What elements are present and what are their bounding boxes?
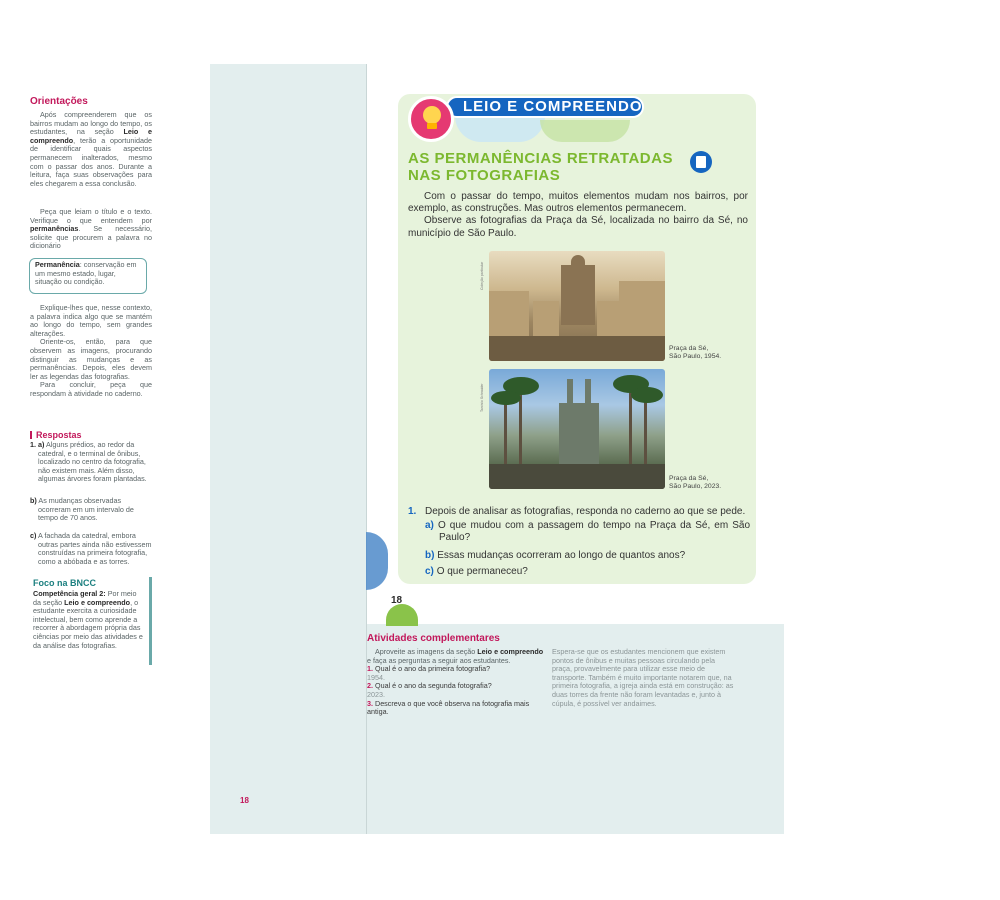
photo-caption-1954: Praça da Sé, São Paulo, 1954. bbox=[669, 345, 722, 360]
orientacoes-paragraph-1: Após compreenderem que os bairros mudam ao longo do tempo, os estudantes, na seção Leio e compreendo, terão a oportunidade de identificar quais aspectos permanecem inalterados, mesmo com o passar dos anos. Durante a leitura, faça suas observações para eles chegarem a essa conclusão. bbox=[30, 110, 152, 188]
resposta-1a: 1. a) Alguns prédios, ao redor da catedral, e o terminal de ônibus, localizado no centro da fotografia, não existem mais. Além disso, algumas árvores foram plantadas. bbox=[30, 440, 147, 484]
bncc-title: Foco na BNCC bbox=[33, 578, 96, 588]
atividades-questions: Aproveite as imagens da seção Leio e compreendo e faça as perguntas a seguir aos estudantes. 1. Qual é o ano da primeira fotografia? 1954. 2. Qual é o ano da segunda fotografia? 2023. 3. Descreva o que você observa na fotografia mais antiga. bbox=[367, 648, 547, 717]
atividade-question-1: 1. Qual é o ano da primeira fotografia? bbox=[367, 664, 491, 674]
sub-question-b: b) Essas mudanças ocorreram ao longo de quantos anos? bbox=[425, 550, 686, 561]
bncc-text: Competência geral 2: Por meio da seção Leio e compreendo, o estudante exercita a curiosidade intelectual, bem como aprende a recorrer à abordagem própria das ciências por meio das atividades e da análise das fotografias. bbox=[33, 589, 143, 650]
photo-caption-2023: Praça da Sé, São Paulo, 2023. bbox=[669, 475, 722, 490]
lightbulb-base-icon bbox=[427, 123, 437, 129]
sub-question-a: a) O que mudou com a passagem do tempo na Praça da Sé, em São Paulo? bbox=[425, 520, 751, 544]
question-number: 1. bbox=[408, 506, 417, 517]
photo-credit: Tarcisio Schnaider bbox=[480, 383, 484, 412]
question-text: Depois de analisar as fotografias, responda no caderno ao que se pede. bbox=[425, 506, 746, 517]
intro-text: Com o passar do tempo, muitos elementos mudam nos bairros, por exemplo, as construções. Mas outros elementos permanecem. Observe as fotografias da Praça da Sé, localizada no bairro da Sé, no município de São Paulo. bbox=[408, 191, 748, 239]
atividade-question-2: 2. Qual é o ano da segunda fotografia? bbox=[367, 681, 492, 691]
teacher-sidebar bbox=[210, 64, 367, 834]
page-number: 18 bbox=[391, 595, 403, 606]
resposta-1c: c) A fachada da catedral, embora outras partes ainda não estivessem construídas na primeira fotografia, como a abóbada e as torres. bbox=[30, 531, 152, 566]
photo-praca-da-se-2023 bbox=[489, 369, 665, 489]
definition-term: Permanência bbox=[35, 260, 80, 269]
decorative-wave bbox=[540, 120, 630, 142]
photo-praca-da-se-1954 bbox=[489, 251, 665, 361]
photo-credit: Coleção particular bbox=[480, 261, 484, 290]
orientacoes-paragraph-3: Explique-lhes que, nesse contexto, a palavra indica algo que se mantém ao longo do tempo, sem grandes alterações. Oriente-os, então, para que observem as imagens, procurando distinguir as mudanças e as permanências. Depois, eles devem ler as legendas das fotografias. Para concluir, peça que respondam à atividade no caderno. bbox=[30, 303, 152, 398]
orientacoes-title: Orientações bbox=[30, 96, 88, 107]
atividade-answer-3: Espera-se que os estudantes mencionem que existem pontos de ônibus e muitas pessoas circulando pela praça, provavelmente para utilizar esse meio de transporte. Também é muito importante notarem que, na primeira fotografia, a igreja ainda está em construção: as duas torres da frente não foram levantadas e, junto à cúpula, é possível ver andaimes. bbox=[552, 647, 734, 708]
orientacoes-paragraph-2: Peça que leiam o título e o texto. Verifique o que entendem por permanências. Se necessário, solicite que procurem a palavra no dicionário bbox=[30, 207, 152, 251]
atividade-answer-2: 2023. bbox=[367, 689, 385, 699]
atividade-answer-1: 1954. bbox=[367, 672, 385, 682]
page-number-left: 18 bbox=[240, 796, 249, 805]
atividade-question-3: 3. Descreva o que você observa na fotografia mais antiga. bbox=[367, 698, 530, 717]
bncc-box bbox=[30, 577, 152, 665]
decorative-wave bbox=[455, 116, 545, 142]
respostas-title: Respostas bbox=[30, 430, 82, 440]
definition-box bbox=[29, 258, 147, 294]
definition-text: : conservação em um mesmo estado, lugar, situação ou condição. bbox=[35, 260, 137, 287]
page-title: AS PERMANÊNCIAS RETRATADAS NAS FOTOGRAFIAS bbox=[408, 150, 673, 184]
document-icon-sheet bbox=[696, 156, 706, 168]
lightbulb-icon bbox=[423, 106, 441, 124]
resposta-1b: b) As mudanças observadas ocorreram em um intervalo de tempo de 70 anos. bbox=[30, 496, 134, 523]
atividades-title: Atividades complementares bbox=[367, 633, 500, 644]
sub-question-c: c) O que permaneceu? bbox=[425, 566, 528, 577]
section-label: LEIO E COMPREENDO bbox=[463, 98, 643, 115]
